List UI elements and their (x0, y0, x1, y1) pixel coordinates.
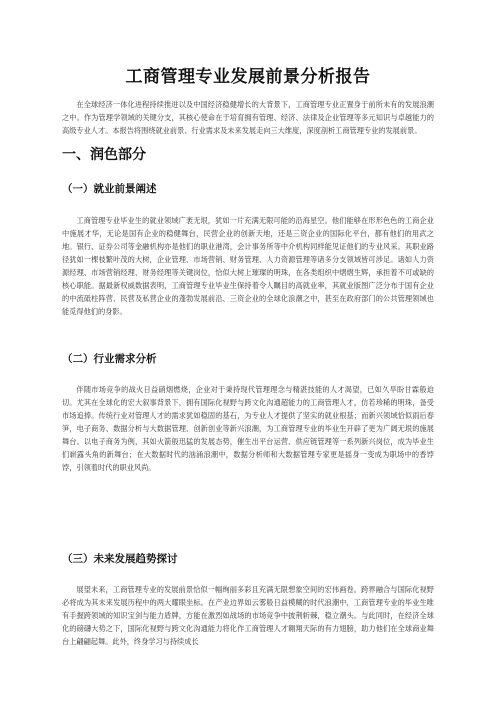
section-paragraph-future-trends: 展望未来，工商管理专业的发展前景恰似一幅绚丽多彩且充满无限想象空间的宏伟画卷。跨界融合与国际化视野必将成为其未来发展历程中的两大耀眼坐标。在产业边界如云雾般日益模糊的时代浪潮中，工商管理专业的毕业生唯有手握跨领域的知识宝剑与能力盾牌，方能在激烈如战场的市场竞争中披荆斩棘，稳立潮头。与此同时，在经济全球化的磅礴大势之下，国际化视野与跨文化沟通能力将化作工商管理人才翱翔天际的有力翅膀，助力他们在全球商业舞台上翩翩起舞。此外，终身学习与持续成长 (62, 585, 434, 646)
section-paragraph-employment: 工商管理专业毕业生的就业领域广袤无垠，犹如一片充满无限可能的沿海星空。他们能够在形形色色的工商企业中施展才华，无论是国有企业的稳健舞台，民营企业的创新天地，还是三资企业的国际化平台，都有他们的用武之地。银行、证券公司等金融机构亦是他们的职业港湾，会计事务所等中介机构同样能见证他们的专业风采。其职业路径犹如一棵枝繁叶茂的大树，企业管理、市场营销、财务管理、人力资源管理等诸多分支领域皆可涉足。诸如人力资源经理、市场营销经理、财务经理等关键岗位，恰似大树上璀璨的明珠，在各类组织中熠熠生辉，承担着不可或缺的核心职能。据最新权威数据表明，工商管理专业毕业生保持着令人瞩目的高就业率，其就业版图广泛分布于国有企业的中流砥柱阵营、民营及私营企业的蓬勃发展前沿、三资企业的全球化浪潮之中，甚至在政府部门的公共管理领域也能觅得他们的身影。 (62, 216, 434, 316)
intro-paragraph: 在全球经济一体化进程持续推进以及中国经济稳健增长的大背景下，工商管理专业正置身于前所未有的发展浪潮之中。作为管理学领域的关键分支，其核心使命在于培育拥有管理、经济、法律及企业管理等多元知识与卓越能力的高级专业人才。本报告将围绕就业前景、行业需求及未来发展走向三大维度，深度剖析工商管理专业的发展前景。 (62, 100, 434, 135)
section-heading-future-trends: （三）未来发展趋势探讨 (62, 553, 178, 565)
part-heading: 一、润色部分 (62, 147, 146, 163)
section-heading-industry-demand: （二）行业需求分析 (62, 353, 157, 365)
section-heading-employment: （一）就业前景阐述 (62, 183, 157, 195)
document-title: 工商管理专业发展前景分析报告 (125, 67, 371, 87)
section-paragraph-industry-demand: 伴随市场竞争的战火日益硝烟燃烧，企业对于秉持现代管理理念与精湛技能的人才渴望，已如久旱盼甘霖般迫切。尤其在全球化的宏大叙事背景下，拥有国际化视野与跨文化沟通超能力的工商管理人才，仿若珍稀的明珠，备受市场追捧。传统行业对管理人才的需求犹如稳固的基石，为专业人才提供了坚实的就业根基；而新兴领域恰似雨后春笋，电子商务、数据分析与大数据管理、创新创业等新兴浪潮，为工商管理专业的毕业生开辟了更为广阔无垠的施展舞台。以电子商务为例，其如火箭般迅猛的发展态势，催生出平台运营、供应链管理等一系列新兴岗位，成为毕业生们崭露头角的新舞台；在大数据时代的汹涌浪潮中，数据分析师和大数据管理专家更是摇身一变成为职场中的香饽饽，引领着时代的职业风尚。 (62, 385, 434, 472)
